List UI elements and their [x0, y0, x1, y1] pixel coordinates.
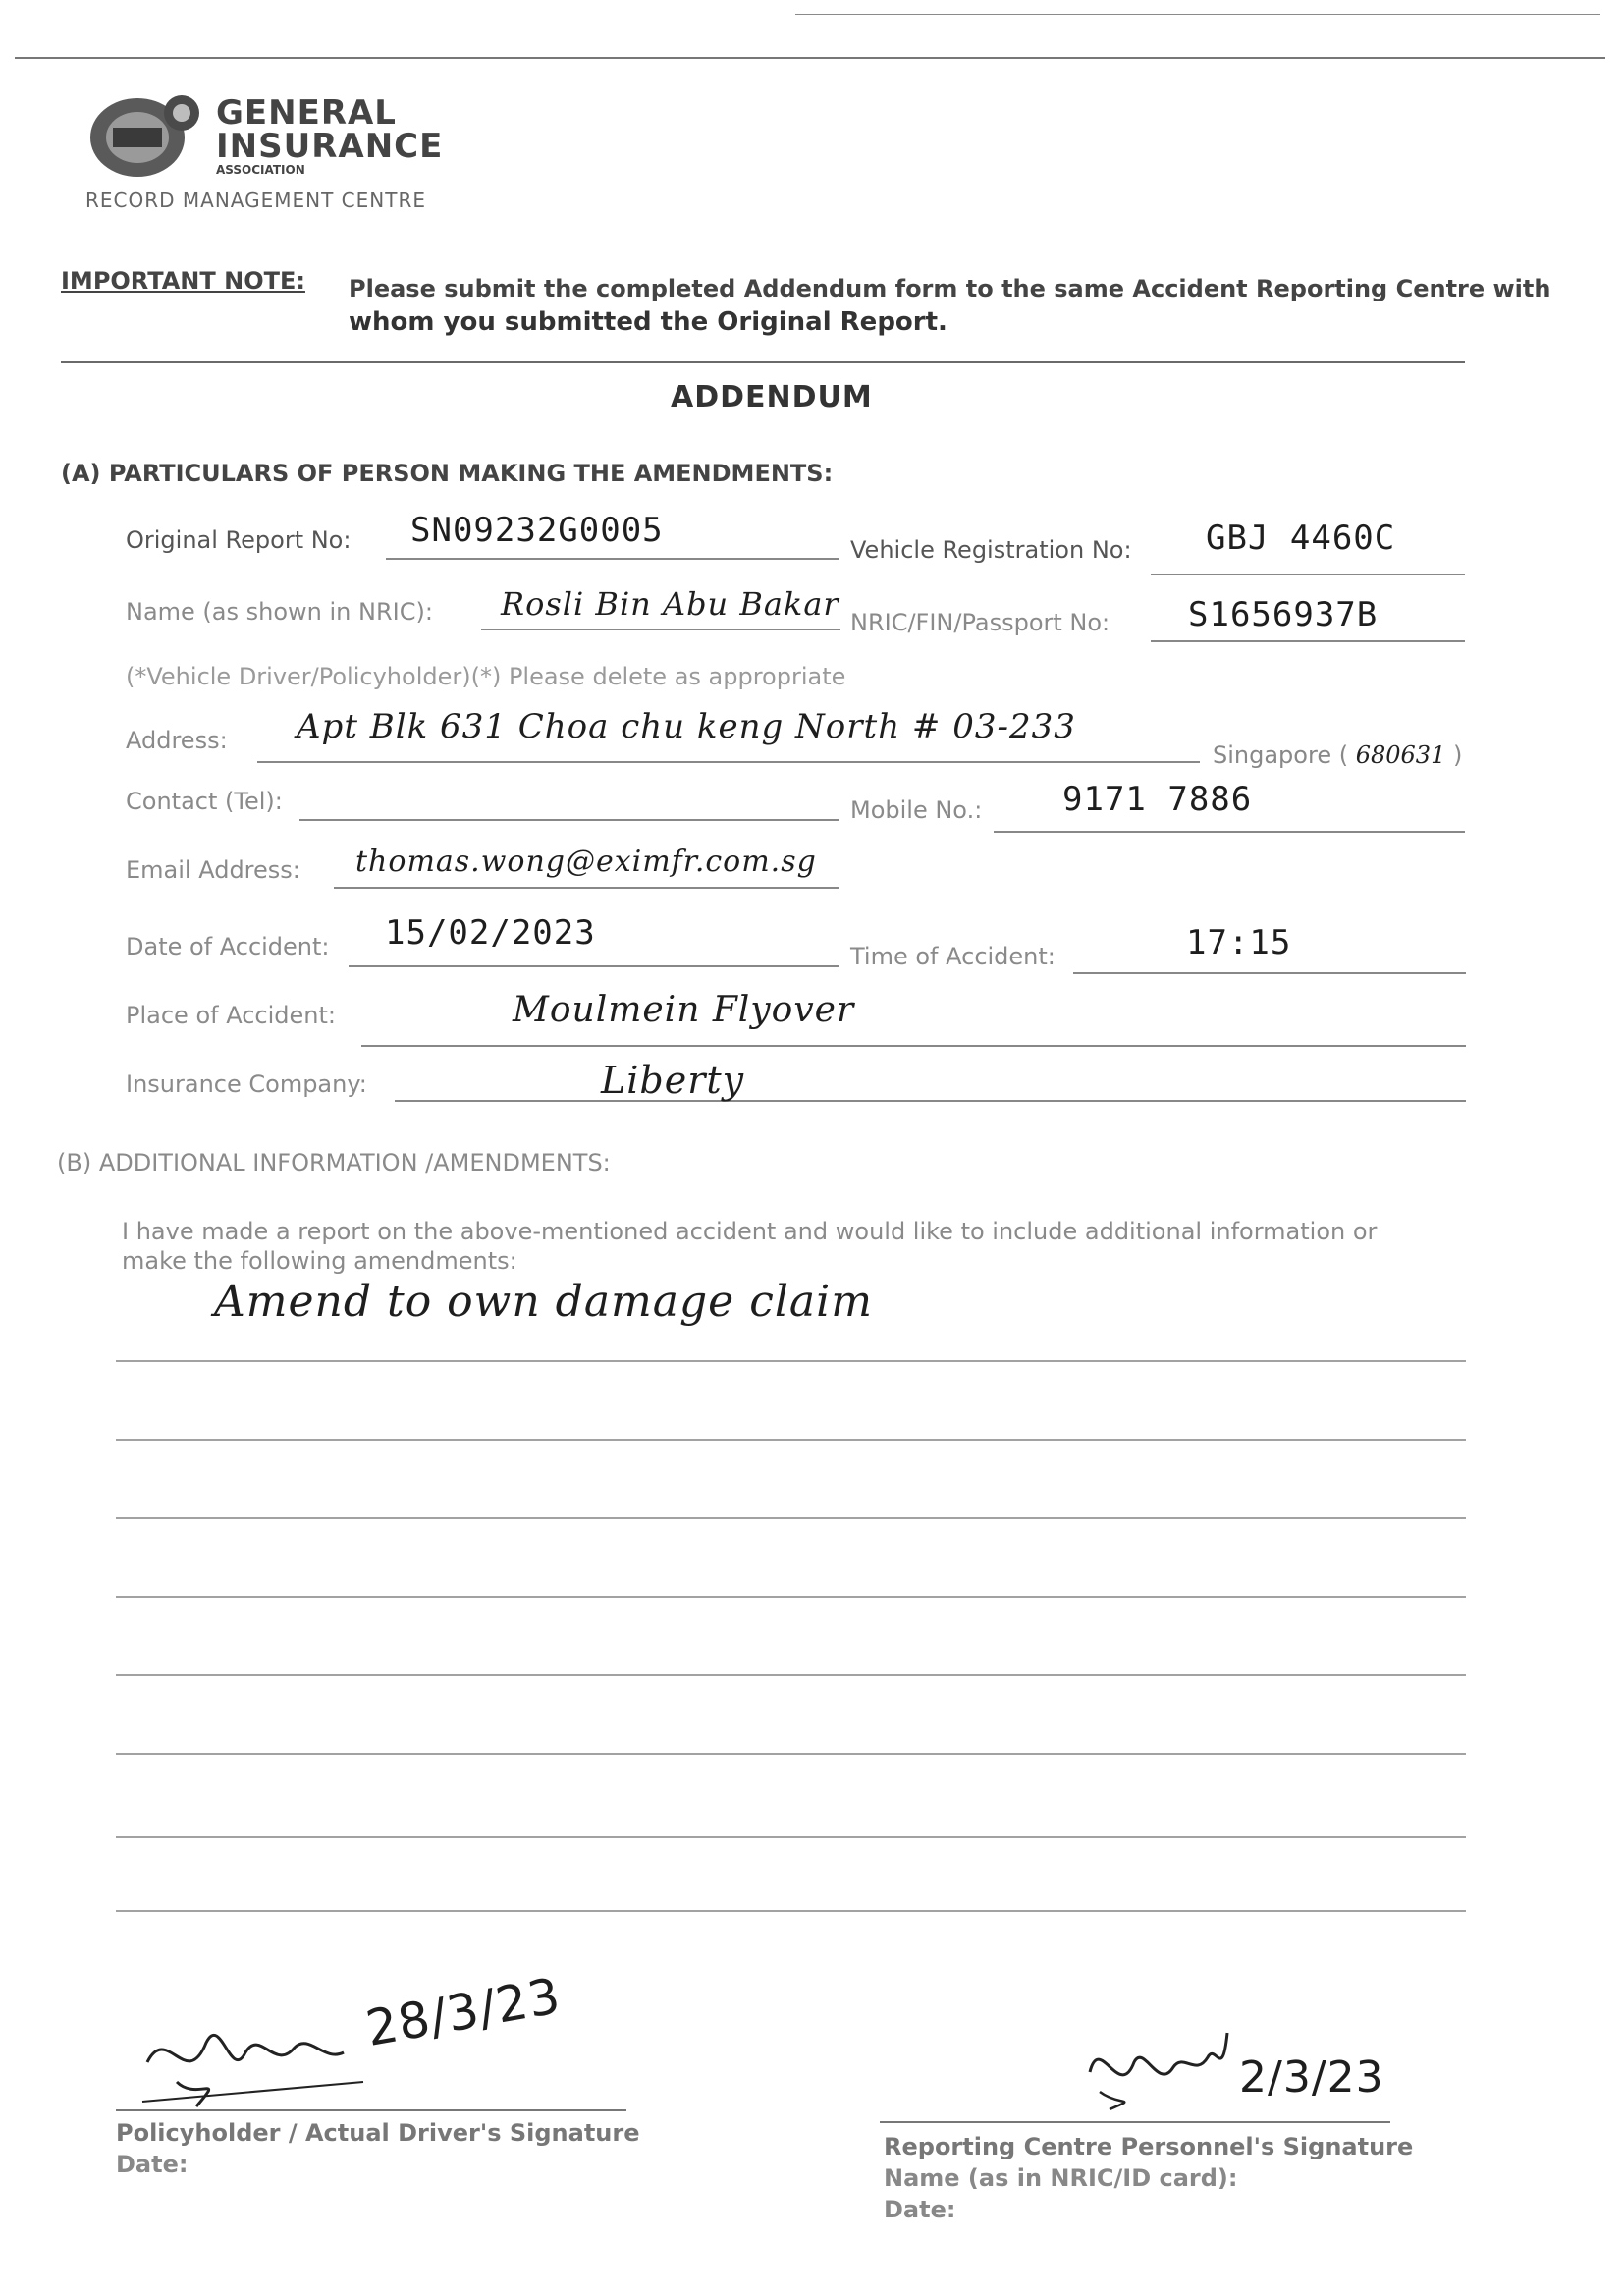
personnel-name-label: Name (as in NRIC/ID card):: [884, 2164, 1238, 2192]
important-note-text-2: whom you submitted the Original Report.: [349, 307, 947, 337]
driver-signature-date[interactable]: 28/3/23: [361, 1967, 566, 2057]
mobile-label: Mobile No.:: [850, 796, 983, 824]
personnel-signature-date[interactable]: 2/3/23: [1239, 2052, 1384, 2103]
amendment-line: [116, 1360, 1466, 1362]
note-divider: [61, 361, 1465, 363]
contact-label: Contact (Tel):: [126, 788, 283, 815]
driver-date-label: Date:: [116, 2151, 189, 2178]
logo-line-general: GENERAL: [216, 93, 397, 133]
amendment-line: [116, 1517, 1466, 1519]
address-value[interactable]: Apt Blk 631 Choa chu keng North # 03-233: [297, 707, 1076, 746]
time-of-accident-line: [1073, 972, 1466, 974]
name-value[interactable]: Rosli Bin Abu Bakar: [501, 585, 839, 623]
amendment-line: [116, 1836, 1466, 1838]
section-b-heading: (B) ADDITIONAL INFORMATION /AMENDMENTS:: [57, 1149, 611, 1176]
personnel-date-label: Date:: [884, 2196, 956, 2223]
original-report-line: [386, 558, 839, 560]
amendment-line: [116, 1674, 1466, 1676]
vehicle-reg-line: [1151, 574, 1465, 575]
mobile-value[interactable]: 9171 7886: [1062, 780, 1253, 819]
address-label: Address:: [126, 727, 228, 754]
time-of-accident-label: Time of Accident:: [850, 943, 1056, 970]
logo-text: [216, 93, 444, 177]
email-value[interactable]: thomas.wong@eximfr.com.sg: [355, 845, 817, 879]
original-report-value[interactable]: SN09232G0005: [410, 511, 664, 550]
nric-line: [1151, 640, 1465, 642]
logo: [83, 88, 444, 216]
name-line: [481, 629, 840, 630]
section-a-heading: (A) PARTICULARS OF PERSON MAKING THE AMENDMENTS:: [61, 460, 834, 487]
singapore-label: [1213, 741, 1462, 769]
driver-signature: [137, 2003, 373, 2111]
important-note-label: IMPORTANT NOTE:: [61, 267, 305, 295]
name-label: Name (as shown in NRIC):: [126, 598, 433, 626]
place-of-accident-line: [361, 1045, 1466, 1047]
email-label: Email Address:: [126, 856, 300, 884]
postal-code-value[interactable]: 680631: [1355, 741, 1446, 769]
time-of-accident-value[interactable]: 17:15: [1186, 923, 1292, 962]
insurance-company-value[interactable]: Liberty: [601, 1059, 745, 1102]
email-line: [334, 887, 839, 889]
form-title: ADDENDUM: [671, 380, 873, 414]
logo-centre: RECORD MANAGEMENT CENTRE: [85, 189, 426, 212]
singapore-close: ): [1452, 741, 1463, 769]
date-of-accident-label: Date of Accident:: [126, 933, 330, 960]
personnel-signature-caption: Reporting Centre Personnel's Signature: [884, 2133, 1414, 2160]
contact-line: [299, 819, 839, 821]
top-rule: [15, 57, 1605, 59]
amendment-line: [116, 1910, 1466, 1912]
original-report-label: Original Report No:: [126, 526, 352, 554]
nric-label: NRIC/FIN/Passport No:: [850, 609, 1110, 636]
personnel-signature-line: [880, 2121, 1390, 2123]
mobile-line: [994, 831, 1465, 833]
amendment-text[interactable]: Amend to own damage claim: [214, 1277, 873, 1327]
place-of-accident-label: Place of Accident:: [126, 1002, 336, 1029]
nric-value[interactable]: S1656937B: [1188, 595, 1379, 634]
logo-line-insurance: INSURANCE: [216, 127, 444, 166]
important-note-text-1: Please submit the completed Addendum form to the same Accident Reporting Centre with: [349, 275, 1551, 302]
logo-emblem: [83, 88, 211, 187]
place-of-accident-value[interactable]: Moulmein Flyover: [513, 990, 855, 1030]
amendment-line: [116, 1439, 1466, 1441]
driver-signature-line: [116, 2109, 626, 2111]
vehicle-reg-value[interactable]: GBJ 4460C: [1206, 519, 1396, 558]
singapore-text: Singapore (: [1213, 741, 1349, 769]
section-b-intro-1: I have made a report on the above-mentioned accident and would like to include additional information or: [122, 1218, 1378, 1245]
date-of-accident-line: [349, 965, 839, 967]
vehicle-reg-label: Vehicle Registration No:: [850, 536, 1132, 564]
insurance-company-line: [395, 1100, 1466, 1102]
insurance-company-label: Insurance Company:: [126, 1070, 367, 1098]
section-b-intro-2: make the following amendments:: [122, 1247, 517, 1275]
top-rule-short: [795, 14, 1600, 15]
amendment-line: [116, 1596, 1466, 1598]
date-of-accident-value[interactable]: 15/02/2023: [385, 913, 596, 953]
driver-signature-caption: Policyholder / Actual Driver's Signature: [116, 2119, 640, 2147]
logo-line-association: ASSOCIATION: [216, 163, 305, 177]
amendment-line: [116, 1753, 1466, 1755]
delete-note: (*Vehicle Driver/Policyholder)(*) Please delete as appropriate: [126, 663, 846, 690]
personnel-signature: [1080, 2023, 1237, 2111]
address-line: [257, 761, 1200, 763]
